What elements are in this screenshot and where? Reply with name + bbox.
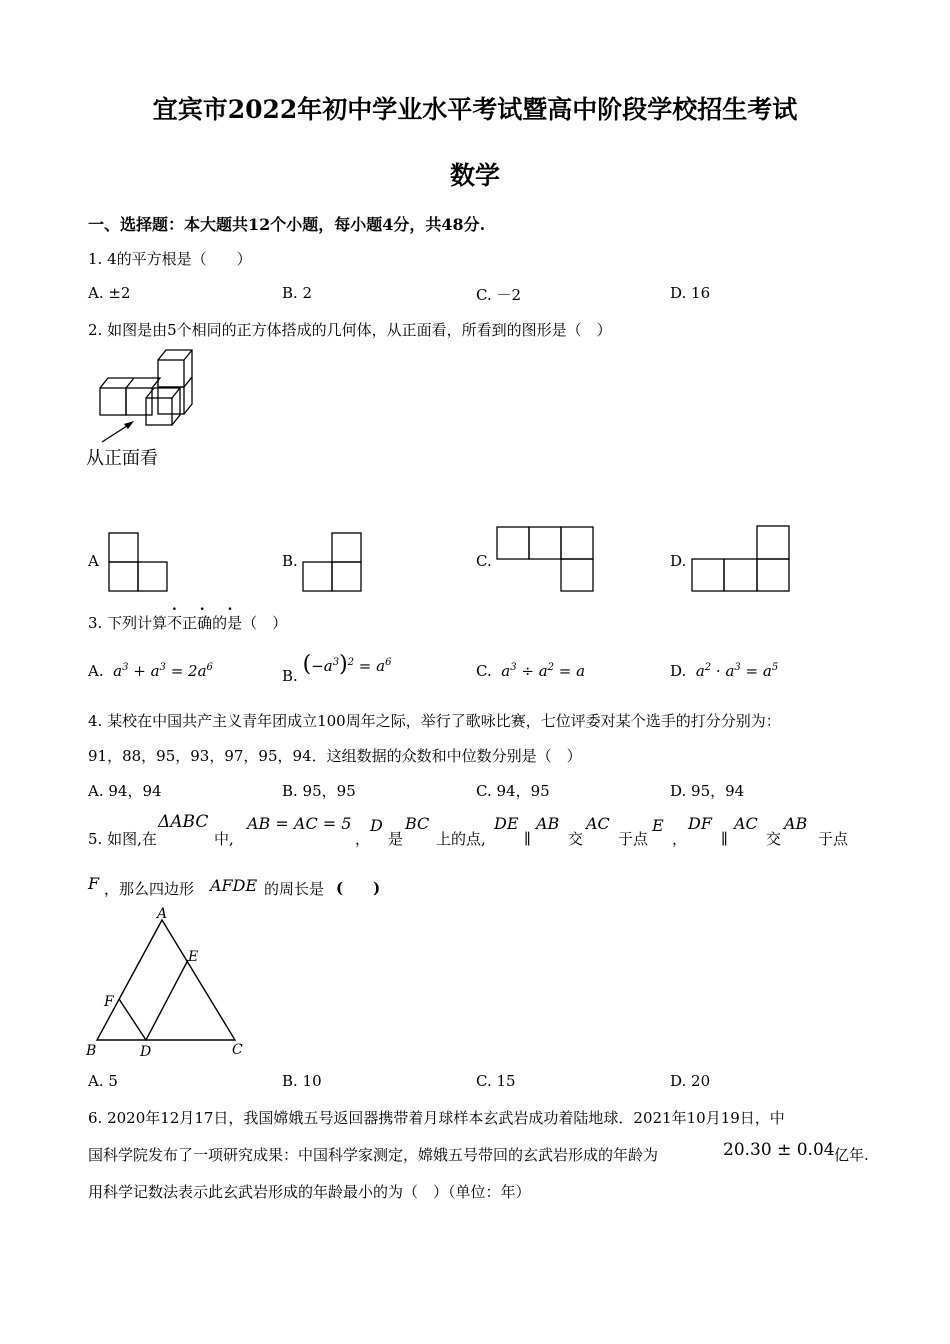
q4-option-a: A. 94，94 [88,782,162,800]
q3-option-b [282,652,392,685]
q6-stem-line3: 用科学记数法表示此玄武岩形成的年龄最小的为（ ）（单位：年） [88,1183,531,1201]
q5-math-DF: DF [688,814,712,833]
q2-option-b-figure [302,532,364,594]
q2-option-c-figure [496,526,596,594]
q1-stem: 1. 4的平方根是（ ） [88,250,252,268]
q5-text-7: 交 [568,830,584,848]
q5-text-9: ， [672,830,688,848]
q5-math-triangle: ΔABC [158,812,209,832]
q2-option-d: D. [670,552,687,570]
q4-option-d: D. 95，94 [670,782,745,800]
q5-math-DE: DE [494,814,519,833]
section-heading: 一、选择题：本大题共12个小题，每小题4分，共48分. [88,215,486,234]
q2-option-d-figure [691,525,791,593]
q2-option-b: B. [282,552,298,570]
q3-option-d-formula: $a^2 \cdot a^3 = a^5$ [691,662,779,680]
q5-answer-paren: ( ) [336,879,381,897]
q1-option-b: B. 2 [282,284,313,302]
q3-option-b-formula: $(-a^3)^2 = a^6$ [302,652,392,677]
q5-option-a: A. 5 [88,1072,118,1090]
q6-stem-line2: 国科学院发布了一项研究成果：中国科学家测定，嫦娥五号带回的玄武岩形成的年龄为 [88,1146,659,1164]
q4-option-c: C. 94，95 [476,782,550,800]
q2-option-a-figure [108,532,170,594]
q4-stem-line2: 91，88，95，93，97，95，94．这组数据的众数和中位数分别是（ ） [88,747,582,765]
q5-math-F: F [88,874,100,893]
q5-math-AC-2: AC [734,814,758,833]
q6-stem-line2-end: 亿年. [834,1146,869,1164]
q5-math-D: D [370,816,383,835]
q5-math-AB-2: AB [784,814,808,833]
q4-stem-line1: 4. 某校在中国共产主义青年团成立100周年之际，举行了歌咏比赛，七位评委对某个选手的打分分别为： [88,712,781,730]
q3-emphasis-dots: . . . [172,598,242,614]
q5-line2-end: 的周长是 [264,880,325,898]
q3-stem: 3. 下列计算不正确的是（ ） [88,614,288,632]
subject-title: 数学 [449,161,500,190]
q5-option-b: B. 10 [282,1072,322,1090]
q2-figure-caption: 从正面看 [86,448,158,469]
q2-option-c: C. [476,552,492,570]
q5-text-6: ∥ [524,830,531,848]
exam-title: 宜宾市2022年初中学业水平考试暨高中阶段学校招生考试 [152,95,798,124]
q4-option-b: B. 95，95 [282,782,356,800]
q3-option-a [88,662,213,680]
q6-math-age: 20.30 ± 0.04 [723,1140,835,1160]
q2-stem: 2. 如图是由5个相同的正方体搭成的几何体，从正面看，所看到的图形是（ ） [88,321,612,339]
q5-triangle-figure [84,904,254,1066]
q3-option-c [476,662,585,680]
q5-text-10: ∥ [721,830,728,848]
q5-fig-label-E: E [188,949,199,965]
q5-text-1: 5. 如图,在 [88,830,157,848]
q5-fig-label-D: D [140,1044,152,1060]
q5-math-E: E [652,816,664,835]
q5-text-2: 中, [214,830,234,848]
q3-option-d-label: D. [670,662,687,680]
q5-math-BC: BC [405,814,430,833]
q1-option-d: D. 16 [670,284,711,302]
q6-stem-line1: 6. 2020年12月17日，我国嫦娥五号返回器携带着月球样本玄武岩成功着陆地球．2021年10月19日，中 [88,1109,785,1127]
q3-option-a-label: A. [88,662,104,680]
q5-text-5: 上的点, [436,830,486,848]
q5-option-d: D. 20 [670,1072,711,1090]
q5-line2-text: ，那么四边形 [104,880,195,898]
q5-fig-label-B: B [86,1043,97,1059]
q5-text-8: 于点 [618,830,649,848]
q2-option-a: A [88,552,99,570]
q5-text-11: 交 [766,830,782,848]
q3-option-c-label: C. [476,662,492,680]
q5-math-AB-1: AB [536,814,560,833]
q5-text-4: 是 [388,830,404,848]
q5-fig-label-C: C [232,1042,243,1058]
q5-math-equal-sides: AB = AC = 5 [247,814,352,833]
q3-option-c-formula: $a^3 \div a^2 = a$ [496,662,586,680]
q5-text-3: ， [355,830,371,848]
q1-option-c: C. －2 [476,286,522,304]
q3-option-b-label: B. [282,667,298,685]
q5-text-12: 于点 [818,830,849,848]
q5-math-AC-1: AC [586,814,610,833]
q5-math-quad: AFDE [210,876,258,895]
q5-fig-label-F: F [104,994,114,1010]
q5-option-c: C. 15 [476,1072,516,1090]
q3-option-a-formula: $a^3 + a^3 = 2a^6$ [108,662,213,680]
q1-option-a: A. ±2 [88,284,131,302]
q3-option-d [670,662,778,680]
arrow-icon [98,418,138,446]
q5-fig-label-A: A [157,906,168,922]
